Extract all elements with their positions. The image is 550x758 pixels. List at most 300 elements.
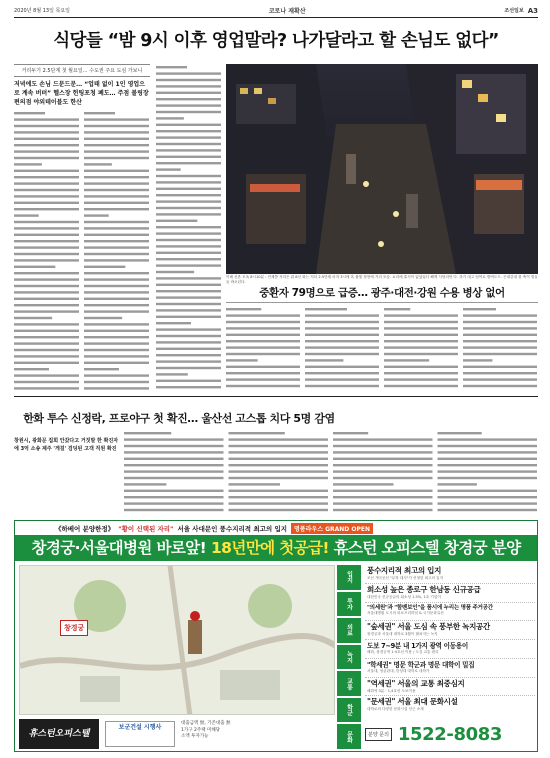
text-line: [84, 278, 149, 280]
text-line: [14, 118, 79, 120]
text-line: [14, 246, 79, 248]
article-subhead-baseball: 창원시, 광화문 집회 안갔다고 거짓말 한 확진자에 3억 소송 제주 '게걸' 검딩된 고객 직원 확진: [14, 438, 119, 452]
text-line: [226, 321, 300, 323]
text-line: [438, 445, 538, 447]
text-line: [226, 346, 300, 348]
text-line: [84, 195, 149, 197]
feature-row: [365, 584, 535, 603]
text-line: [333, 502, 433, 504]
text-line: [463, 378, 537, 380]
text-line: [14, 266, 55, 268]
text-line: [156, 104, 221, 106]
text-line: [84, 330, 149, 332]
text-line: [156, 322, 191, 324]
text-line: [156, 335, 221, 337]
text-line: [84, 157, 149, 159]
text-line: [156, 239, 221, 241]
text-line: [384, 366, 458, 368]
text-line: [384, 372, 458, 374]
text-line: [156, 213, 221, 215]
ad-contact: [365, 719, 535, 749]
text-line: [84, 298, 149, 300]
text-line: [305, 378, 379, 380]
text-line: [226, 327, 300, 329]
text-line: [84, 170, 149, 172]
ad-main-post: 휴스턴 오피스텔 창경궁 분양: [333, 539, 521, 557]
text-line: [14, 278, 79, 280]
text-line: [229, 445, 329, 447]
text-line: [156, 162, 221, 164]
text-line: [384, 340, 458, 342]
text-line: [156, 373, 188, 375]
text-line: [156, 143, 221, 145]
section-title: 코로나 재확산: [268, 8, 306, 15]
text-line: [226, 359, 258, 361]
text-line: [14, 368, 49, 370]
body-text-lines: [124, 430, 538, 516]
ad-benefits: [181, 721, 337, 741]
text-line: [124, 470, 224, 472]
text-line: [156, 271, 194, 273]
feature-row: [365, 603, 535, 622]
text-line: [124, 451, 224, 453]
text-line: [84, 208, 149, 210]
text-line: [14, 381, 79, 383]
text-line: [84, 189, 149, 191]
text-line: [156, 360, 221, 362]
city-night-image: [226, 64, 538, 274]
text-line: [333, 432, 368, 434]
text-line: [14, 131, 79, 133]
text-line: [14, 291, 79, 293]
text-line: [333, 470, 433, 472]
text-line: [14, 202, 79, 204]
text-line: [438, 502, 538, 504]
text-line: [84, 234, 149, 236]
text-line: [333, 464, 433, 466]
text-line: [229, 496, 329, 498]
text-line: [124, 477, 224, 479]
text-line: [156, 226, 221, 228]
text-line: [463, 353, 537, 355]
ad-top-text-1: 《하베어 분양한정》: [55, 524, 115, 533]
paper-name: 조선일보: [504, 7, 524, 14]
text-line: [229, 477, 329, 479]
feature-detail: 서울대, 성균관대, 한성대 대학로 대학가: [367, 668, 430, 673]
text-line: [438, 470, 538, 472]
text-line: [438, 477, 538, 479]
tag-greenery: 녹지: [337, 645, 361, 670]
text-line: [14, 253, 79, 255]
text-line: [463, 327, 537, 329]
benefit-2: 1가구 2주택 미해당: [181, 727, 221, 733]
text-line: [84, 221, 149, 223]
text-line: [156, 117, 184, 119]
text-line: [14, 112, 45, 114]
text-line: [156, 66, 187, 68]
text-line: [84, 138, 149, 140]
text-line: [305, 346, 379, 348]
text-line: [84, 323, 149, 325]
text-line: [226, 314, 300, 316]
ad-top-line: [15, 521, 537, 535]
night-street-photo: [226, 64, 538, 274]
text-line: [226, 366, 300, 368]
feature-row: [365, 640, 535, 659]
body-text-lines: [226, 306, 538, 392]
text-line: [156, 111, 221, 113]
benefit-1: 대출금액 無, 기존대출 無: [181, 721, 231, 726]
text-line: [463, 359, 492, 361]
text-line: [156, 232, 221, 234]
text-line: [463, 334, 537, 336]
text-line: [226, 385, 300, 387]
text-line: [156, 354, 221, 356]
text-line: [333, 477, 433, 479]
feature-heading: "역세권" 서울의 교통 최중심지: [367, 678, 465, 688]
text-line: [14, 304, 79, 306]
text-line: [384, 321, 458, 323]
text-line: [14, 374, 79, 376]
text-line: [124, 483, 166, 485]
body-text-lines: [84, 110, 150, 393]
text-line: [14, 189, 79, 191]
map-label: 창경궁: [60, 620, 88, 636]
feature-row: [365, 659, 535, 678]
feature-detail: 혜화역 3분 · 1,4호선 도보이용: [367, 688, 416, 693]
ad-grand-open-badge: 명품라우스 GRAND OPEN: [291, 523, 373, 534]
text-line: [156, 341, 221, 343]
text-line: [14, 336, 79, 338]
text-line: [229, 483, 280, 485]
text-line: [333, 483, 394, 485]
body-text-lines: [156, 64, 222, 393]
text-line: [14, 150, 79, 152]
page-number: A3: [527, 6, 538, 15]
text-line: [438, 438, 538, 440]
text-line: [156, 207, 221, 209]
text-line: [14, 234, 79, 236]
body-column-3: [156, 64, 222, 393]
text-line: [84, 227, 149, 229]
text-line: [156, 175, 221, 177]
text-line: [84, 182, 149, 184]
text-line: [156, 328, 221, 330]
text-line: [84, 362, 149, 364]
benefit-3: 소액 투자가능: [181, 734, 209, 739]
text-line: [438, 432, 482, 434]
article-kicker: 거리두기 2.5단계 첫 월요일… 수도권 주요 도심 가보니: [14, 64, 150, 77]
section-divider: [14, 396, 538, 397]
ad-feature-list: [365, 565, 535, 715]
text-line: [84, 125, 149, 127]
article-subhead: 저녁에도 손님 드문드문… “업태 없이 1인 영업으로 계속 버텨” 헬스장 헌팅포청 폐도… 주점 볼링장 편의점 야외테이블도 한산: [14, 81, 149, 106]
text-line: [124, 509, 224, 511]
feature-row: [365, 696, 535, 715]
text-line: [84, 176, 149, 178]
text-line: [384, 334, 458, 336]
tag-culture: 문화: [337, 724, 361, 749]
tag-location: 입지: [337, 565, 361, 590]
aerial-map-image: [20, 566, 335, 715]
text-line: [156, 296, 221, 298]
page-header: [14, 6, 538, 18]
text-line: [229, 464, 329, 466]
text-line: [229, 470, 329, 472]
text-line: [384, 346, 458, 348]
text-line: [84, 291, 149, 293]
text-line: [156, 220, 197, 222]
text-line: [438, 451, 538, 453]
text-line: [156, 124, 221, 126]
text-line: [463, 346, 537, 348]
text-line: [14, 182, 79, 184]
text-line: [156, 72, 221, 74]
text-line: [226, 378, 300, 380]
text-line: [124, 432, 171, 434]
text-line: [84, 387, 149, 389]
feature-heading: 희소성 높은 종로구 한남동 신규공급: [367, 584, 481, 594]
feature-detail: 서울대병원 도시의 의료프리미엄 & 국가문화유산: [367, 610, 444, 615]
text-line: [229, 458, 329, 460]
text-line: [84, 342, 149, 344]
ad-main-banner: [15, 535, 537, 561]
text-line: [14, 349, 79, 351]
text-line: [305, 353, 379, 355]
aerial-map: [19, 565, 335, 715]
text-line: [14, 163, 42, 165]
text-line: [305, 321, 379, 323]
text-line: [156, 181, 221, 183]
text-line: [84, 272, 149, 274]
text-line: [226, 372, 300, 374]
text-line: [305, 366, 379, 368]
text-line: [384, 353, 458, 355]
text-line: [84, 163, 112, 165]
text-line: [84, 150, 149, 152]
tag-medical: 의료: [337, 618, 361, 643]
text-line: [14, 240, 79, 242]
text-line: [438, 490, 538, 492]
text-line: [305, 340, 379, 342]
feature-heading: "학세권" 명문 학군과 명문 대학이 밀집: [367, 660, 475, 669]
text-line: [84, 355, 149, 357]
ad-top-text-3: 서울 사대문인 풍수지리적 최고의 입지: [177, 524, 288, 533]
text-line: [156, 277, 221, 279]
text-line: [84, 246, 149, 248]
text-line: [84, 266, 125, 268]
text-line: [156, 252, 221, 254]
feature-heading: "문세권" 서울 최대 문화시설: [367, 697, 458, 707]
text-line: [229, 438, 329, 440]
text-line: [463, 308, 496, 310]
text-line: [333, 509, 433, 511]
text-line: [226, 340, 300, 342]
ad-main-highlight: 18년만에 첫공급!: [210, 539, 329, 557]
text-line: [156, 290, 221, 292]
text-line: [438, 483, 477, 485]
text-line: [333, 496, 433, 498]
text-line: [84, 214, 109, 216]
text-line: [84, 131, 149, 133]
text-line: [229, 502, 329, 504]
text-line: [14, 227, 79, 229]
article-headline-baseball: 한화 투수 신정락, 프로야구 첫 확진… 울산선 고스톱 치다 5명 감염: [23, 412, 335, 425]
feature-heading: 도보 7~9분 내 1가지 광역 이동용이: [367, 642, 468, 650]
text-line: [14, 317, 52, 319]
body-column-2: [84, 110, 150, 393]
text-line: [226, 353, 300, 355]
text-line: [305, 372, 379, 374]
text-line: [14, 330, 79, 332]
tag-transport: 교통: [337, 671, 361, 696]
text-line: [333, 445, 433, 447]
text-line: [463, 372, 537, 374]
ad-main-pre: 창경궁·서울대병원 바로앞!: [31, 539, 207, 557]
text-line: [305, 327, 379, 329]
text-line: [156, 348, 221, 350]
text-line: [14, 170, 79, 172]
text-line: [463, 321, 537, 323]
ad-top-text-2: "황이 신택된 자리": [118, 524, 174, 533]
text-line: [84, 310, 149, 312]
text-line: [156, 168, 181, 170]
text-line: [333, 458, 433, 460]
ad-category-tags: [337, 565, 361, 749]
text-line: [156, 264, 221, 266]
text-line: [463, 366, 537, 368]
feature-detail: 혜화, 창경궁역 1·4호선 이용 / 도심 교통 편리: [367, 650, 439, 654]
text-line: [14, 387, 79, 389]
feature-detail: 창경궁과 서울대 대학로 3월이 펼쳐지는 녹지: [367, 632, 438, 637]
text-line: [14, 259, 79, 261]
text-line: [156, 149, 221, 151]
text-line: [124, 496, 224, 498]
text-line: [305, 359, 343, 361]
main-headline: 식당들 “밤 9시 이후 영업말라? 나가달라고 할 손님도 없다”: [53, 31, 499, 51]
text-line: [384, 308, 410, 310]
text-line: [463, 385, 537, 387]
text-line: [14, 208, 79, 210]
text-line: [156, 92, 221, 94]
text-line: [333, 451, 433, 453]
text-line: [229, 432, 285, 434]
text-line: [84, 304, 149, 306]
feature-row: [365, 621, 535, 640]
text-line: [438, 509, 538, 511]
text-line: [84, 253, 149, 255]
text-line: [156, 98, 221, 100]
text-line: [156, 85, 221, 87]
text-line: [124, 438, 224, 440]
text-line: [14, 362, 79, 364]
text-line: [84, 336, 149, 338]
text-line: [84, 240, 149, 242]
text-line: [438, 458, 538, 460]
text-line: [384, 385, 458, 387]
text-line: [226, 308, 261, 310]
text-line: [14, 195, 79, 197]
text-line: [124, 458, 224, 460]
body-column-4: [226, 306, 538, 392]
text-line: [84, 112, 115, 114]
text-line: [384, 359, 429, 361]
real-estate-advertisement: [14, 520, 538, 752]
photo-caption: 이례 신촌 모옥 8시10분 : 언제쯤 저녁은 뭐 8신 화는 저녁 2.5단계 마저 3시에 흑 불빛 정현에 거리 모습. 요리에 휴식이 없었었다 해게 식당리안 다. 하기 대고 팀여로 방역도드. 곤대같대 를 축이 빌들들 바오던다.: [226, 275, 538, 284]
text-line: [384, 378, 458, 380]
text-line: [14, 157, 79, 159]
text-line: [124, 502, 224, 504]
text-line: [333, 438, 433, 440]
text-line: [305, 314, 379, 316]
text-line: [305, 334, 379, 336]
text-line: [384, 314, 458, 316]
text-line: [333, 490, 433, 492]
text-line: [229, 509, 329, 511]
text-line: [84, 144, 149, 146]
feature-detail: 조선 개국공신 "무학 대사"가 선정한 최고의 입지: [367, 576, 444, 580]
contact-label: 분양 문의: [365, 728, 392, 741]
text-line: [156, 136, 221, 138]
feature-detail: 대학로의 다양한 문화시설 인근 소재: [367, 707, 424, 712]
text-line: [14, 214, 39, 216]
body-column-1: [14, 110, 80, 393]
body-column-5: [124, 430, 538, 516]
text-line: [14, 138, 79, 140]
text-line: [84, 317, 122, 319]
feature-row: [365, 678, 535, 697]
text-line: [84, 118, 149, 120]
text-line: [438, 496, 538, 498]
text-line: [305, 385, 379, 387]
text-line: [226, 334, 300, 336]
text-line: [156, 284, 221, 286]
text-line: [156, 316, 221, 318]
text-line: [156, 380, 221, 382]
text-line: [84, 259, 149, 261]
text-line: [14, 323, 79, 325]
text-line: [305, 308, 347, 310]
feature-detail: 대한민국 신규공급의 희소성 1.5%, 1호 기업이: [367, 594, 441, 599]
text-line: [156, 200, 221, 202]
text-line: [84, 381, 149, 383]
text-line: [14, 285, 79, 287]
developer-logo: 보군건설 시행사: [105, 721, 175, 747]
text-line: [14, 221, 79, 223]
text-line: [14, 272, 79, 274]
text-line: [156, 386, 221, 388]
text-line: [384, 327, 458, 329]
text-line: [84, 368, 119, 370]
text-line: [156, 194, 221, 196]
text-line: [229, 490, 329, 492]
text-line: [84, 202, 149, 204]
text-line: [156, 367, 221, 369]
article-headline-icu: 중환자 79명으로 급증… 광주·대전·강원 수용 병상 없어: [226, 284, 538, 303]
text-line: [156, 309, 221, 311]
text-line: [14, 298, 79, 300]
feature-heading: "의세원"과 "함벤보인"을 품시에 누리는 명품 주거공간: [367, 604, 493, 611]
text-line: [84, 285, 149, 287]
text-line: [156, 156, 221, 158]
text-line: [14, 342, 79, 344]
issue-date: 2020년 8월 13일 목요일: [14, 8, 71, 14]
text-line: [156, 188, 221, 190]
text-line: [14, 125, 79, 127]
text-line: [156, 245, 221, 247]
phone-number[interactable]: 1522-8083: [397, 723, 502, 745]
text-line: [14, 310, 79, 312]
